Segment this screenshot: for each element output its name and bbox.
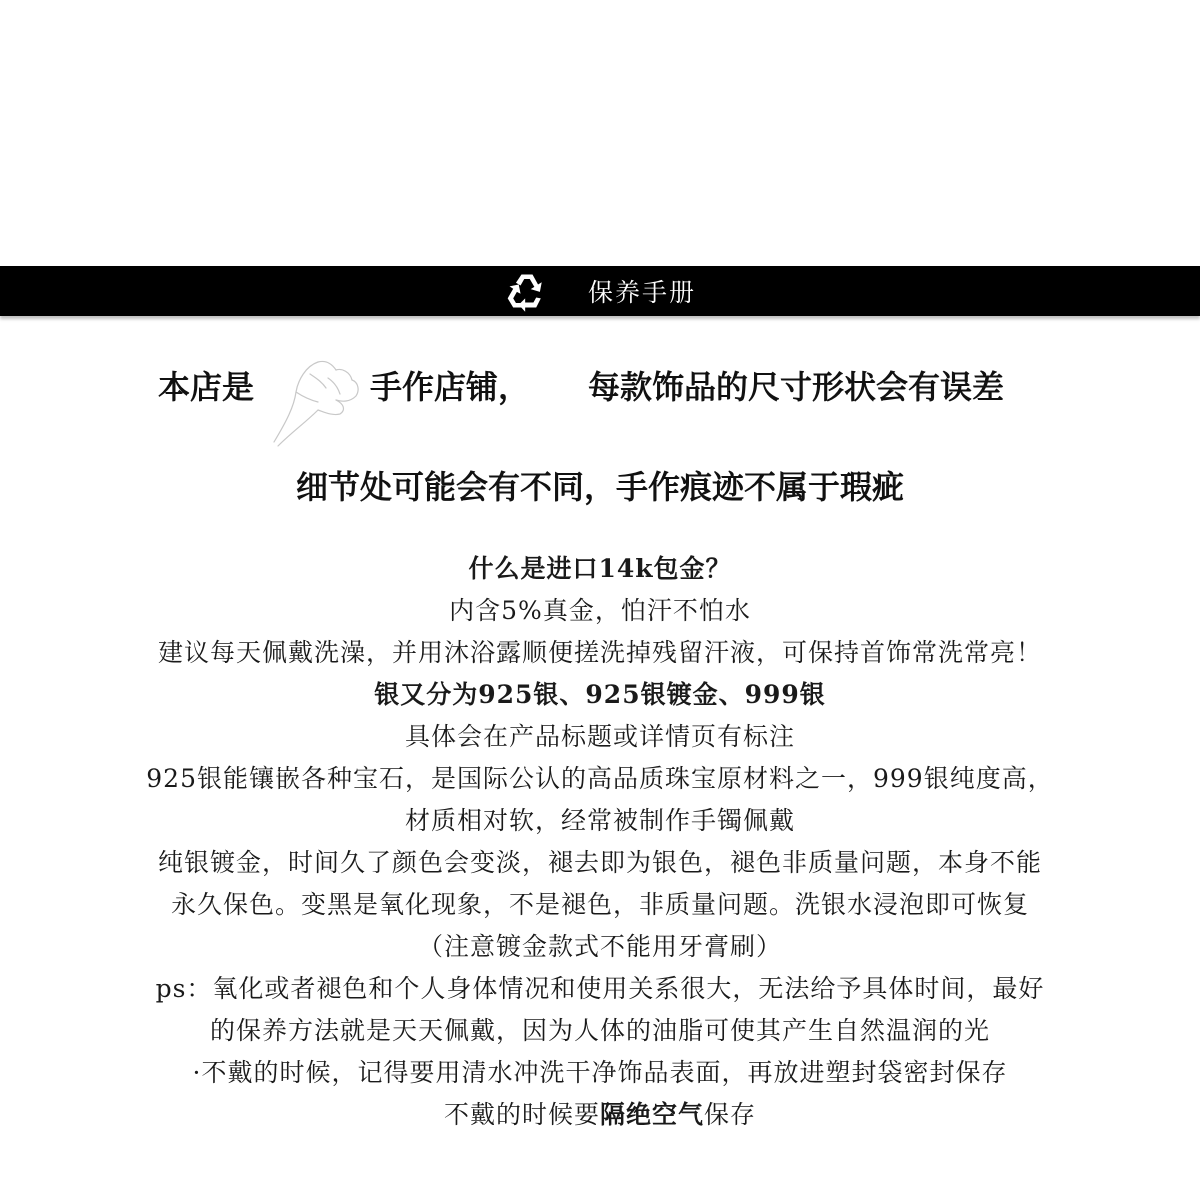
storage-line: ·不戴的时候，记得要用清水冲洗干净饰品表面，再放进塑封袋密封保存 <box>192 1058 1008 1087</box>
last-line-pre: 不戴的时候要 <box>443 1100 600 1129</box>
label-note-line: 具体会在产品标题或详情页有标注 <box>404 722 795 751</box>
recycle-icon <box>504 268 550 314</box>
gold-content-line: 内含5%真金，怕汗不怕水 <box>449 596 751 625</box>
hand-sketch-icon <box>266 352 366 448</box>
last-line-bold: 隔绝空气 <box>599 1100 704 1129</box>
last-line-post: 保存 <box>704 1100 757 1129</box>
last-line <box>0 1094 1200 1136</box>
header-banner <box>0 266 1200 316</box>
headline-detail: 细节处可能会有不同，手作痕迹不属于瑕疵 <box>295 468 904 506</box>
ps-line-1: ps：氧化或者褪色和个人身体情况和使用关系很大，无法给予具体时间，最好 <box>155 974 1045 1003</box>
headline-handmade <box>0 362 1200 406</box>
plated-line-2: 永久保色。变黑是氧化现象，不是褪色，非质量问题。洗银水浸泡即可恢复 <box>170 890 1029 919</box>
wear-advice-line: 建议每天佩戴洗澡，并用沐浴露顺便搓洗掉残留汗液，可保持首饰常洗常亮！ <box>157 638 1042 667</box>
silver-types-line: 银又分为925银、925银镀金、999银 <box>374 680 826 709</box>
headline-part-3: 每款饰品的尺寸形状会有误差 <box>588 368 1005 406</box>
plated-line-3: （注意镀金款式不能用牙膏刷） <box>417 932 782 961</box>
banner-title: 保养手册 <box>587 278 696 307</box>
silver-925-line-2: 材质相对软，经常被制作手镯佩戴 <box>404 806 795 835</box>
plated-line-1: 纯银镀金，时间久了颜色会变淡，褪去即为银色，褪色非质量问题，本身不能 <box>157 848 1042 877</box>
headline-part-1: 本店是 <box>158 368 255 406</box>
question-14k: 什么是进口14k包金？ <box>468 554 732 583</box>
ps-line-2: 的保养方法就是天天佩戴，因为人体的油脂可使其产生自然温润的光 <box>209 1016 990 1045</box>
headline-part-2: 手作店铺， <box>370 368 531 406</box>
care-instructions <box>0 548 1200 1136</box>
silver-925-line-1: 925银能镶嵌各种宝石，是国际公认的高品质珠宝原材料之一，999银纯度高， <box>146 764 1054 793</box>
